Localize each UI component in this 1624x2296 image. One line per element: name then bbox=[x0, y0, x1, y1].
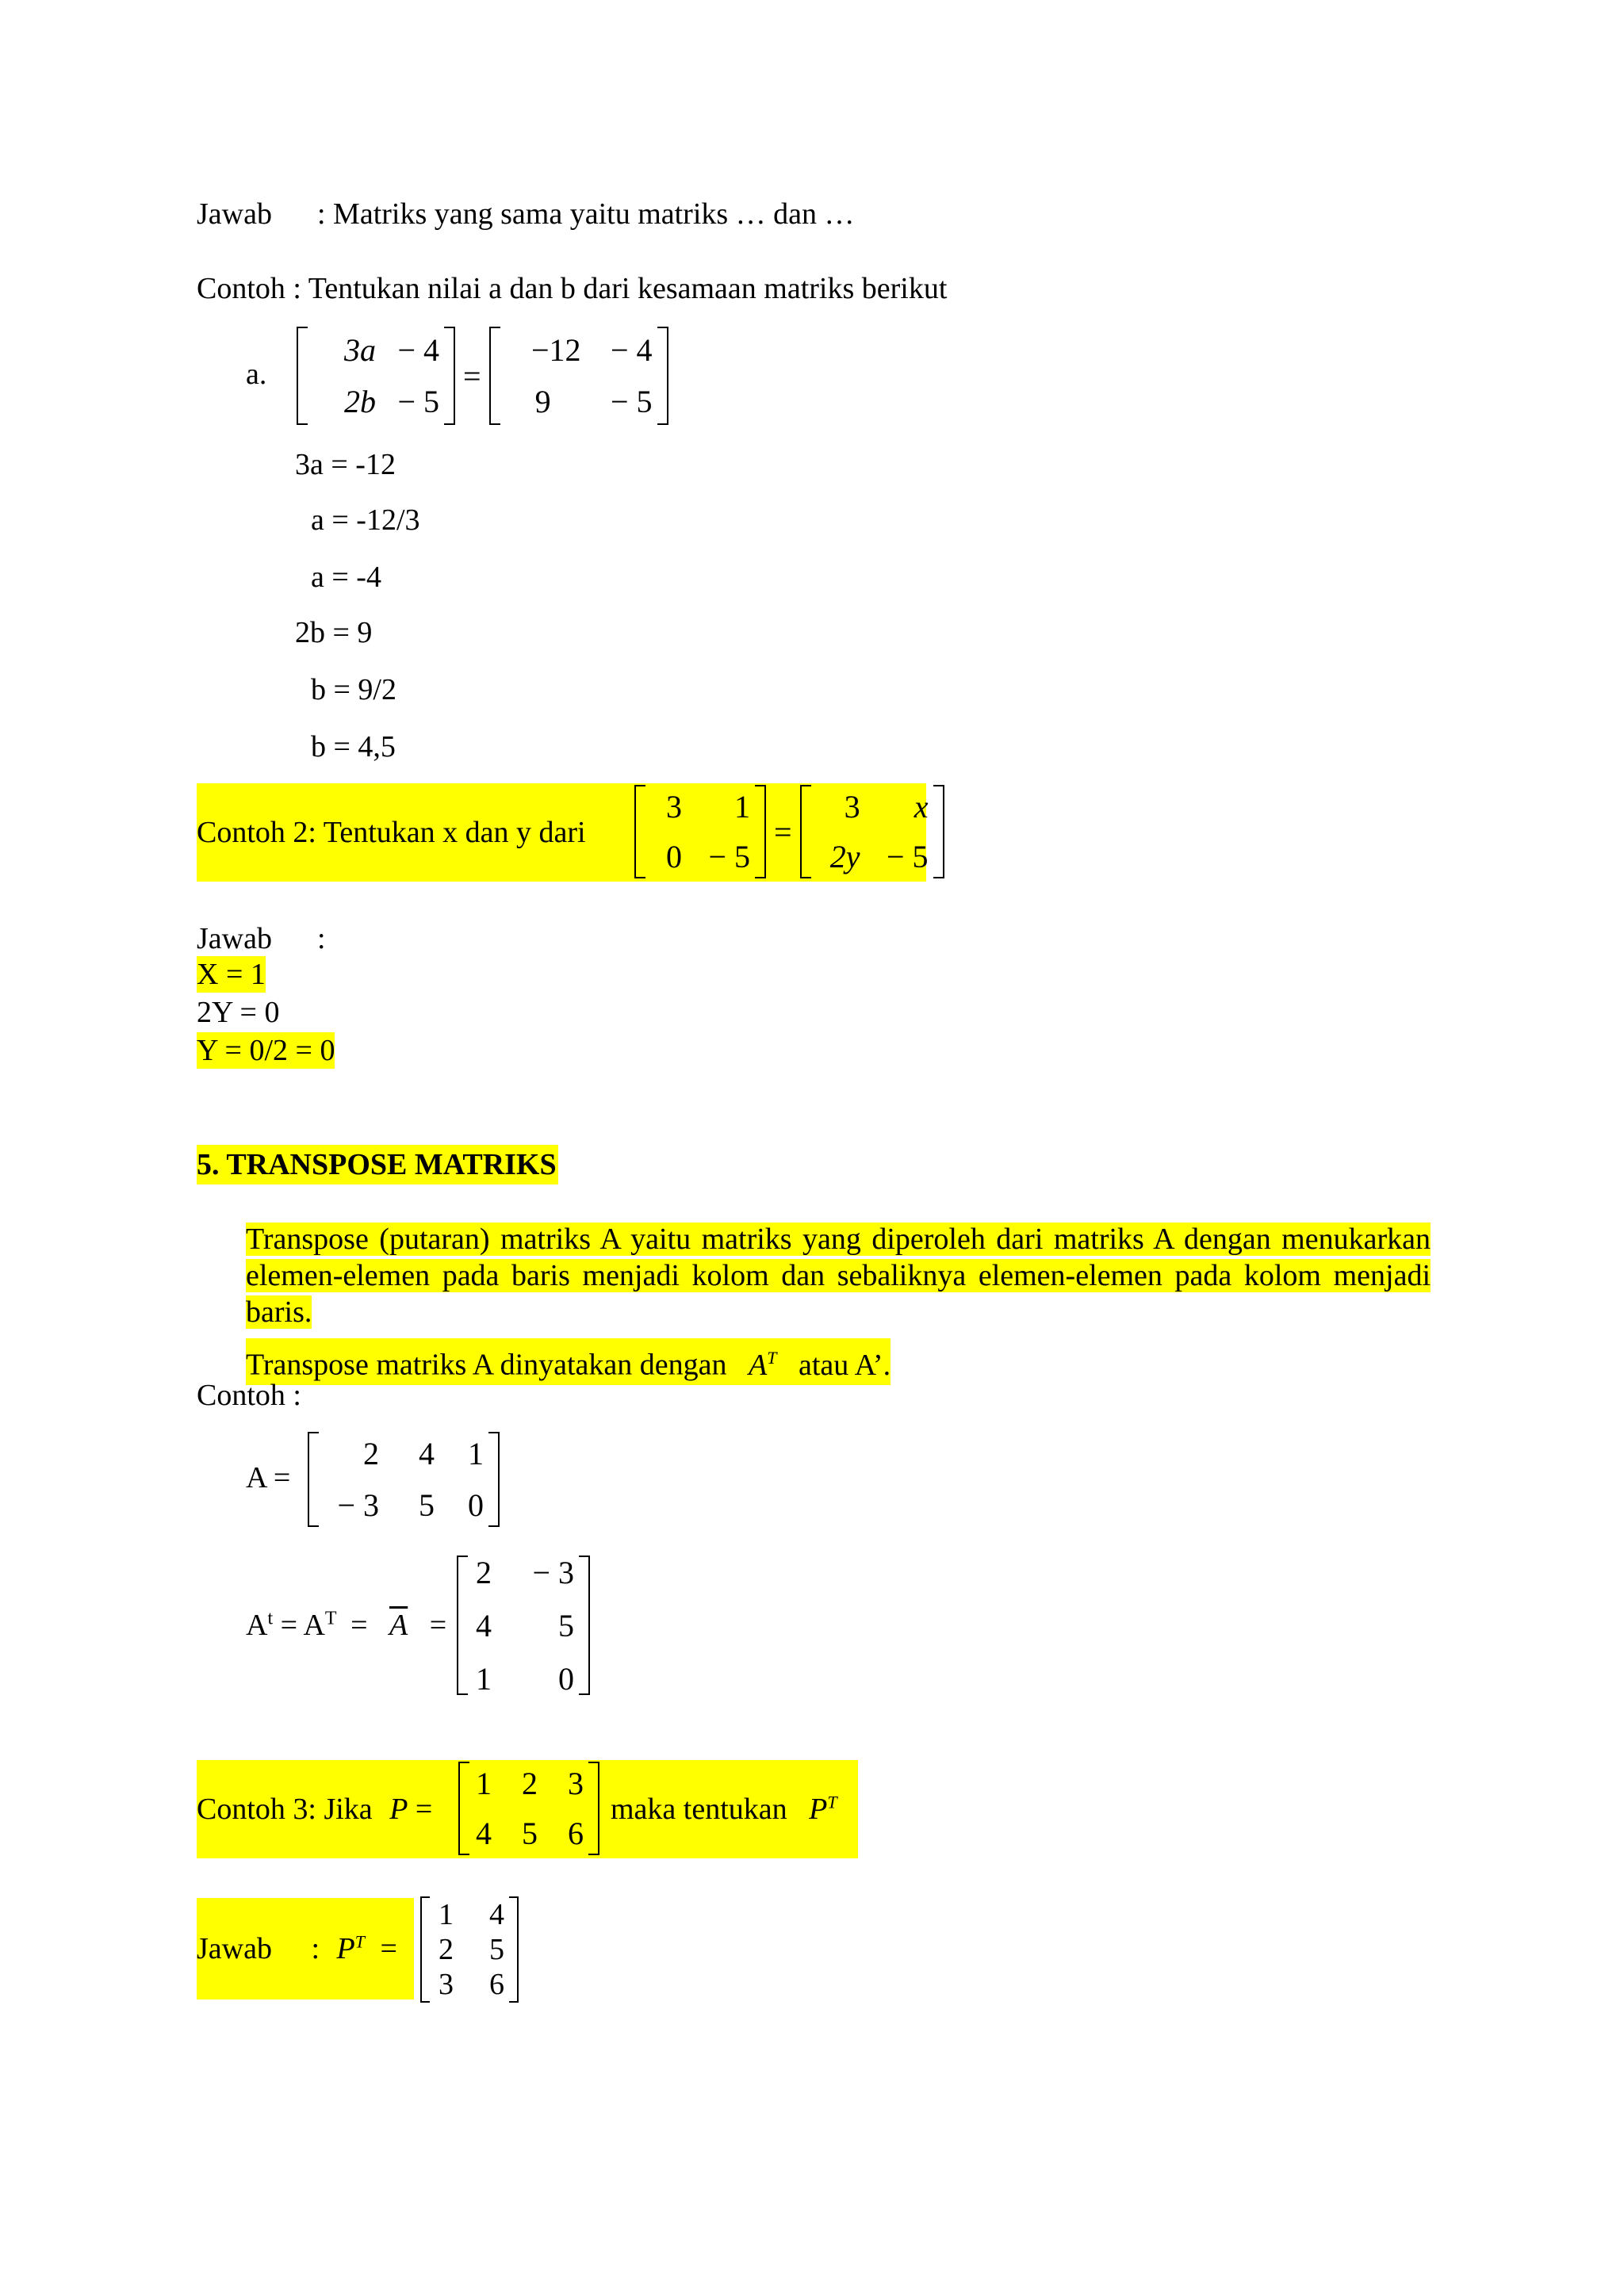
example1-right-matrix bbox=[489, 327, 668, 425]
notation-suffix: atau A’. bbox=[798, 1348, 891, 1382]
notation-sup: T bbox=[767, 1348, 777, 1368]
matrix-cell: 3 bbox=[666, 789, 682, 825]
equals-sign: = bbox=[415, 1793, 433, 1826]
transpose-equation bbox=[246, 1608, 446, 1643]
example1-left-matrix bbox=[297, 327, 455, 425]
matrix-cell: 2y bbox=[829, 839, 860, 874]
matrix-cell: 1 bbox=[734, 789, 750, 825]
matrix-cell: 2 bbox=[439, 1933, 454, 1966]
p-matrix bbox=[458, 1762, 599, 1855]
notation-prefix: Transpose matriks A dinyatakan dengan bbox=[246, 1348, 727, 1382]
at-label: A bbox=[246, 1609, 268, 1642]
matrix-cell: 1 bbox=[476, 1660, 492, 1697]
pt-sup: T bbox=[827, 1792, 837, 1812]
matrix-cell: − 5 bbox=[397, 384, 439, 419]
matrix-cell: 4 bbox=[489, 1898, 504, 1931]
a-label: A = bbox=[246, 1461, 291, 1494]
example2-right-matrix bbox=[800, 785, 944, 878]
at-eq: = bbox=[350, 1609, 368, 1642]
answer-matrix bbox=[420, 1896, 519, 2003]
step-line: b = 4,5 bbox=[311, 730, 396, 763]
matrix-cell: 2 bbox=[476, 1554, 492, 1590]
matrix-cell: 0 bbox=[558, 1660, 574, 1697]
step-line: a = -4 bbox=[311, 561, 381, 594]
matrix-cell: 6 bbox=[489, 1968, 504, 2001]
matrix-cell: − 5 bbox=[611, 384, 653, 419]
example2-left-matrix bbox=[634, 785, 766, 878]
notation-symbol: A bbox=[749, 1348, 768, 1382]
example3-prefix: Contoh 3: Jika bbox=[197, 1793, 373, 1826]
example2-answer-colon: : bbox=[317, 922, 326, 955]
pt-symbol: P bbox=[809, 1793, 828, 1826]
p-symbol: P bbox=[389, 1793, 408, 1826]
matrix-cell: 1 bbox=[439, 1898, 454, 1931]
at-eq: = A bbox=[280, 1609, 325, 1642]
matrix-cell: 2 bbox=[363, 1436, 379, 1471]
matrix-cell: 3 bbox=[568, 1766, 584, 1801]
at-sup: T bbox=[324, 1608, 337, 1629]
matrix-cell: 2 bbox=[522, 1766, 538, 1801]
answer-sup: T bbox=[354, 1931, 365, 1952]
example3-line bbox=[197, 1792, 432, 1827]
a-matrix bbox=[308, 1432, 500, 1527]
matrix-cell: 9 bbox=[534, 384, 551, 419]
step-line: a = -12/3 bbox=[311, 503, 420, 537]
equals-sign: = bbox=[463, 358, 481, 394]
top-answer-label: Jawab bbox=[197, 197, 272, 231]
matrix-cell: − 3 bbox=[337, 1487, 379, 1523]
matrix-cell: 4 bbox=[476, 1607, 492, 1644]
example3-answer-line bbox=[197, 1931, 397, 1966]
step-line: b = 9/2 bbox=[311, 673, 396, 706]
example2-equation bbox=[634, 785, 944, 878]
answer-p-symbol: P bbox=[336, 1932, 355, 1965]
example2-answer-label: Jawab bbox=[197, 922, 272, 955]
top-answer-text: : Matriks yang sama yaitu matriks … dan … bbox=[317, 197, 855, 231]
definition-text: Transpose (putaran) matriks A yaitu matriks yang diperoleh dari matriks A dengan menukarkan elemen-elemen pada baris menjadi kolom dan sebaliknya elemen-elemen pada kolom menjadi baris. bbox=[246, 1223, 1431, 1329]
at-matrix bbox=[457, 1556, 590, 1695]
at-sup: t bbox=[267, 1608, 274, 1629]
matrix-cell: − 4 bbox=[397, 332, 439, 368]
matrix-cell: 0 bbox=[468, 1487, 484, 1523]
matrix-cell: 5 bbox=[489, 1933, 504, 1966]
step-line: 2b = 9 bbox=[295, 616, 373, 649]
example3-suffix: maka tentukan bbox=[611, 1793, 787, 1826]
matrix-cell: x bbox=[914, 789, 929, 825]
matrix-cell: 3 bbox=[439, 1968, 454, 2001]
notation-line bbox=[246, 1338, 891, 1385]
section-heading: 5. TRANSPOSE MATRIKS bbox=[197, 1145, 558, 1184]
matrix-cell: 3 bbox=[844, 789, 860, 825]
at-eq: = bbox=[429, 1609, 447, 1642]
matrix-cell: 5 bbox=[419, 1487, 435, 1523]
example1-heading: Contoh : Tentukan nilai a dan b dari kesamaan matriks berikut bbox=[197, 272, 948, 305]
equals-sign: = bbox=[380, 1932, 397, 1965]
matrix-cell: 2b bbox=[344, 384, 376, 419]
example3-suffix-line bbox=[611, 1792, 837, 1827]
matrix-cell: 6 bbox=[568, 1816, 584, 1851]
example3-answer-colon: : bbox=[311, 1932, 320, 1965]
step-line: 3a = -12 bbox=[295, 448, 396, 481]
matrix-cell: 0 bbox=[666, 839, 682, 874]
answer-line: X = 1 bbox=[197, 958, 266, 991]
matrix-cell: 4 bbox=[419, 1436, 435, 1471]
matrix-cell: 3a bbox=[344, 332, 376, 368]
matrix-cell: − 5 bbox=[708, 839, 750, 874]
example3-answer-label: Jawab bbox=[197, 1932, 272, 1965]
matrix-cell: 1 bbox=[476, 1766, 492, 1801]
example1-item-label: a. bbox=[246, 358, 267, 391]
answer-line: 2Y = 0 bbox=[197, 996, 280, 1029]
definition-paragraph bbox=[246, 1221, 1431, 1330]
equals-sign: = bbox=[774, 813, 792, 850]
example2-text: Contoh 2: Tentukan x dan y dari bbox=[197, 816, 586, 849]
matrix-cell: 4 bbox=[476, 1816, 492, 1851]
matrix-cell: −12 bbox=[531, 332, 581, 368]
matrix-cell: 5 bbox=[558, 1607, 574, 1644]
section5-example-label: Contoh : bbox=[197, 1379, 301, 1412]
at-bar-symbol: $\overline{A}$ bbox=[389, 1609, 408, 1642]
matrix-cell: − 4 bbox=[611, 332, 653, 368]
matrix-cell: 5 bbox=[522, 1816, 538, 1851]
matrix-cell: − 5 bbox=[887, 839, 929, 874]
example1-equation bbox=[297, 327, 668, 425]
matrix-cell: − 3 bbox=[532, 1554, 574, 1590]
answer-line: Y = 0/2 = 0 bbox=[197, 1034, 335, 1067]
matrix-cell: 1 bbox=[468, 1436, 484, 1471]
